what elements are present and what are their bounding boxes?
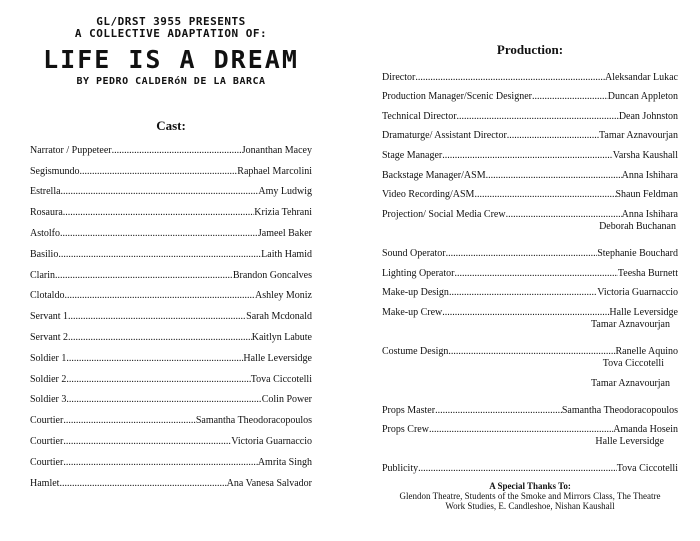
person-name: Duncan Appleton — [607, 91, 678, 103]
cast-entry — [30, 302, 312, 323]
role-label: Courtier — [30, 435, 64, 447]
person-name: Tamar Aznavourjan — [599, 130, 678, 142]
role-label: Production Manager/Scenic Designer — [382, 91, 532, 103]
cast-entry — [30, 157, 312, 178]
dot-leader — [507, 130, 599, 142]
production-entry-continuation: Tova Ciccotelli — [602, 357, 664, 369]
right-column — [382, 42, 678, 511]
person-name: Krizia Tehrani — [254, 207, 312, 219]
role-label: Lighting Operator — [382, 267, 455, 279]
person-name: Amrita Singh — [257, 456, 312, 468]
person-name: Colin Power — [261, 394, 312, 406]
cast-entry — [30, 323, 312, 344]
production-entry — [382, 397, 678, 417]
dot-leader — [418, 463, 617, 475]
cast-entry — [30, 406, 312, 427]
production-entry — [382, 64, 678, 84]
author-byline: BY PEDRO CALDERóN DE LA BARCA — [76, 76, 266, 87]
thanks-heading: A Special Thanks To: — [489, 481, 571, 492]
role-label: Basilio — [30, 248, 59, 260]
role-label: Estrella — [30, 186, 61, 198]
person-name: Amy Ludwig — [258, 186, 312, 198]
role-label: Segismundo — [30, 165, 80, 177]
person-name: Samantha Theodoracopoulos — [561, 404, 678, 416]
role-label: Sound Operator — [382, 247, 446, 259]
person-name: Raphael Marcolini — [237, 165, 312, 177]
special-thanks — [382, 481, 678, 511]
person-name: Ashley Moniz — [255, 290, 312, 302]
person-name: Tova Ciccotelli — [616, 463, 678, 475]
production-entry — [382, 182, 678, 202]
role-label: Director — [382, 71, 416, 83]
thanks-line: Work Studies, E. Candleshoe, Nishan Kaushall — [445, 501, 615, 512]
dot-leader — [63, 436, 231, 448]
play-title: LIFE IS A DREAM — [43, 45, 299, 74]
production-entry — [382, 162, 678, 182]
role-label: Rosaura — [30, 207, 63, 219]
role-label: Technical Director — [382, 110, 457, 122]
dot-leader — [61, 186, 259, 198]
person-name: Stephanie Bouchard — [597, 247, 678, 259]
role-label: Servant 2 — [30, 331, 69, 343]
production-entry — [382, 201, 678, 221]
role-label: Courtier — [30, 456, 64, 468]
person-name: Ana Vanesa Salvador — [226, 477, 312, 489]
cast-entry — [30, 219, 312, 240]
role-label: Courtier — [30, 415, 64, 427]
production-entry — [382, 123, 678, 143]
role-label: Hamlet — [30, 477, 60, 489]
role-label: Props Crew — [382, 424, 429, 436]
cast-heading: Cast: — [156, 118, 186, 133]
role-label: Soldier 1 — [30, 352, 67, 364]
role-label: Clotaldo — [30, 290, 65, 302]
role-label: Video Recording/ASM — [382, 189, 475, 201]
dot-leader — [68, 311, 246, 323]
dot-leader — [63, 415, 195, 427]
person-name: Shaun Feldman — [615, 189, 678, 201]
dot-leader — [446, 248, 598, 260]
cast-entry — [30, 427, 312, 448]
dot-leader — [429, 424, 613, 436]
dot-leader — [60, 228, 258, 240]
cast-entry — [30, 136, 312, 157]
role-label: Costume Design — [382, 345, 449, 357]
cast-entry — [30, 261, 312, 282]
role-label: Backstage Manager/ASM — [382, 169, 486, 181]
dot-leader — [59, 478, 226, 490]
dot-leader — [79, 166, 237, 178]
cast-entry — [30, 386, 312, 407]
dot-leader — [506, 209, 622, 221]
production-entry-continuation: Tamar Aznavourjan — [591, 377, 670, 389]
person-name: Halle Leversidge — [243, 352, 312, 364]
dot-leader — [66, 374, 250, 386]
production-heading: Production: — [496, 42, 564, 57]
dot-leader — [457, 111, 619, 123]
dot-leader — [448, 346, 615, 358]
person-name: Anna Ishihara — [621, 169, 678, 181]
production-entry-continuation: Deborah Buchanan — [599, 220, 676, 232]
cast-entry — [30, 178, 312, 199]
cast-entry — [30, 365, 312, 386]
person-name: Sarah Mcdonald — [246, 311, 312, 323]
role-label: Props Master — [382, 404, 436, 416]
cast-entry — [30, 198, 312, 219]
person-name: Amanda Hosein — [613, 424, 678, 436]
role-label: Stage Manager — [382, 149, 443, 161]
person-name: Ranelle Aquino — [615, 345, 678, 357]
production-entry — [382, 240, 678, 260]
person-name: Jameel Baker — [257, 227, 312, 239]
production-entry — [382, 299, 678, 319]
person-name: Laith Hamid — [261, 248, 312, 260]
role-label: Soldier 2 — [30, 373, 67, 385]
person-name: Victoria Guarnaccio — [597, 287, 678, 299]
person-name: Anna Ishihara — [621, 208, 678, 220]
role-label: Soldier 3 — [30, 394, 67, 406]
dot-leader — [415, 72, 605, 84]
person-name: Varsha Kaushall — [612, 149, 678, 161]
production-entry-continuation: Halle Leversidge — [595, 436, 664, 448]
cast-entry — [30, 344, 312, 365]
dot-leader — [532, 91, 608, 103]
dot-leader — [55, 270, 233, 282]
production-entry — [382, 338, 678, 358]
dot-leader — [64, 290, 255, 302]
production-entry — [382, 84, 678, 104]
cast-entry — [30, 240, 312, 261]
role-label: Clarin — [30, 269, 55, 281]
dot-leader — [63, 457, 258, 469]
role-label: Narrator / Puppeteer — [30, 144, 112, 156]
cast-entry — [30, 469, 312, 490]
role-label: Astolfo — [30, 227, 60, 239]
dot-leader — [66, 394, 261, 406]
person-name: Samantha Theodoracopoulos — [195, 415, 312, 427]
dot-leader — [435, 405, 562, 417]
person-name: Tova Ciccotelli — [250, 373, 312, 385]
dot-leader — [442, 307, 609, 319]
production-entry — [382, 456, 678, 476]
production-entry — [382, 417, 678, 437]
role-label: Publicity — [382, 463, 419, 475]
cast-list — [30, 136, 312, 490]
person-name: Aleksandar Lukac — [604, 71, 678, 83]
adaptation-line: A COLLECTIVE ADAPTATION OF: — [74, 27, 268, 40]
cast-entry — [30, 448, 312, 469]
dot-leader — [442, 150, 612, 162]
person-name: Kaitlyn Labute — [251, 331, 312, 343]
dot-leader — [474, 189, 615, 201]
role-label: Projection/ Social Media Crew — [382, 208, 506, 220]
dot-leader — [486, 170, 622, 182]
dot-leader — [449, 287, 597, 299]
cast-entry — [30, 282, 312, 303]
person-name: Victoria Guarnaccio — [231, 435, 312, 447]
role-label: Dramaturge/ Assistant Director — [382, 130, 507, 142]
production-entry-continuation: Tamar Aznavourjan — [591, 318, 670, 330]
left-column — [30, 16, 312, 490]
person-name: Brandon Goncalves — [232, 269, 312, 281]
production-entry — [382, 260, 678, 280]
dot-leader — [63, 207, 255, 219]
person-name: Teesha Burnett — [617, 267, 678, 279]
thanks-line: Glendon Theatre, Students of the Smoke and Mirrors Class, The Theatre — [399, 491, 661, 502]
person-name: Dean Johnston — [618, 110, 678, 122]
dot-leader — [66, 353, 243, 365]
production-entry — [382, 280, 678, 300]
dot-leader — [454, 268, 617, 280]
dot-leader — [58, 249, 261, 261]
dot-leader — [112, 145, 242, 157]
dot-leader — [68, 332, 252, 344]
person-name: Jonanthan Macey — [241, 144, 312, 156]
role-label: Make-up Crew — [382, 306, 443, 318]
presents-line: GL/DRST 3955 PRESENTS — [96, 15, 246, 28]
production-list — [382, 64, 678, 475]
role-label: Servant 1 — [30, 311, 69, 323]
role-label: Make-up Design — [382, 287, 449, 299]
person-name: Halle Leversidge — [609, 306, 678, 318]
production-entry — [382, 103, 678, 123]
production-entry — [382, 142, 678, 162]
